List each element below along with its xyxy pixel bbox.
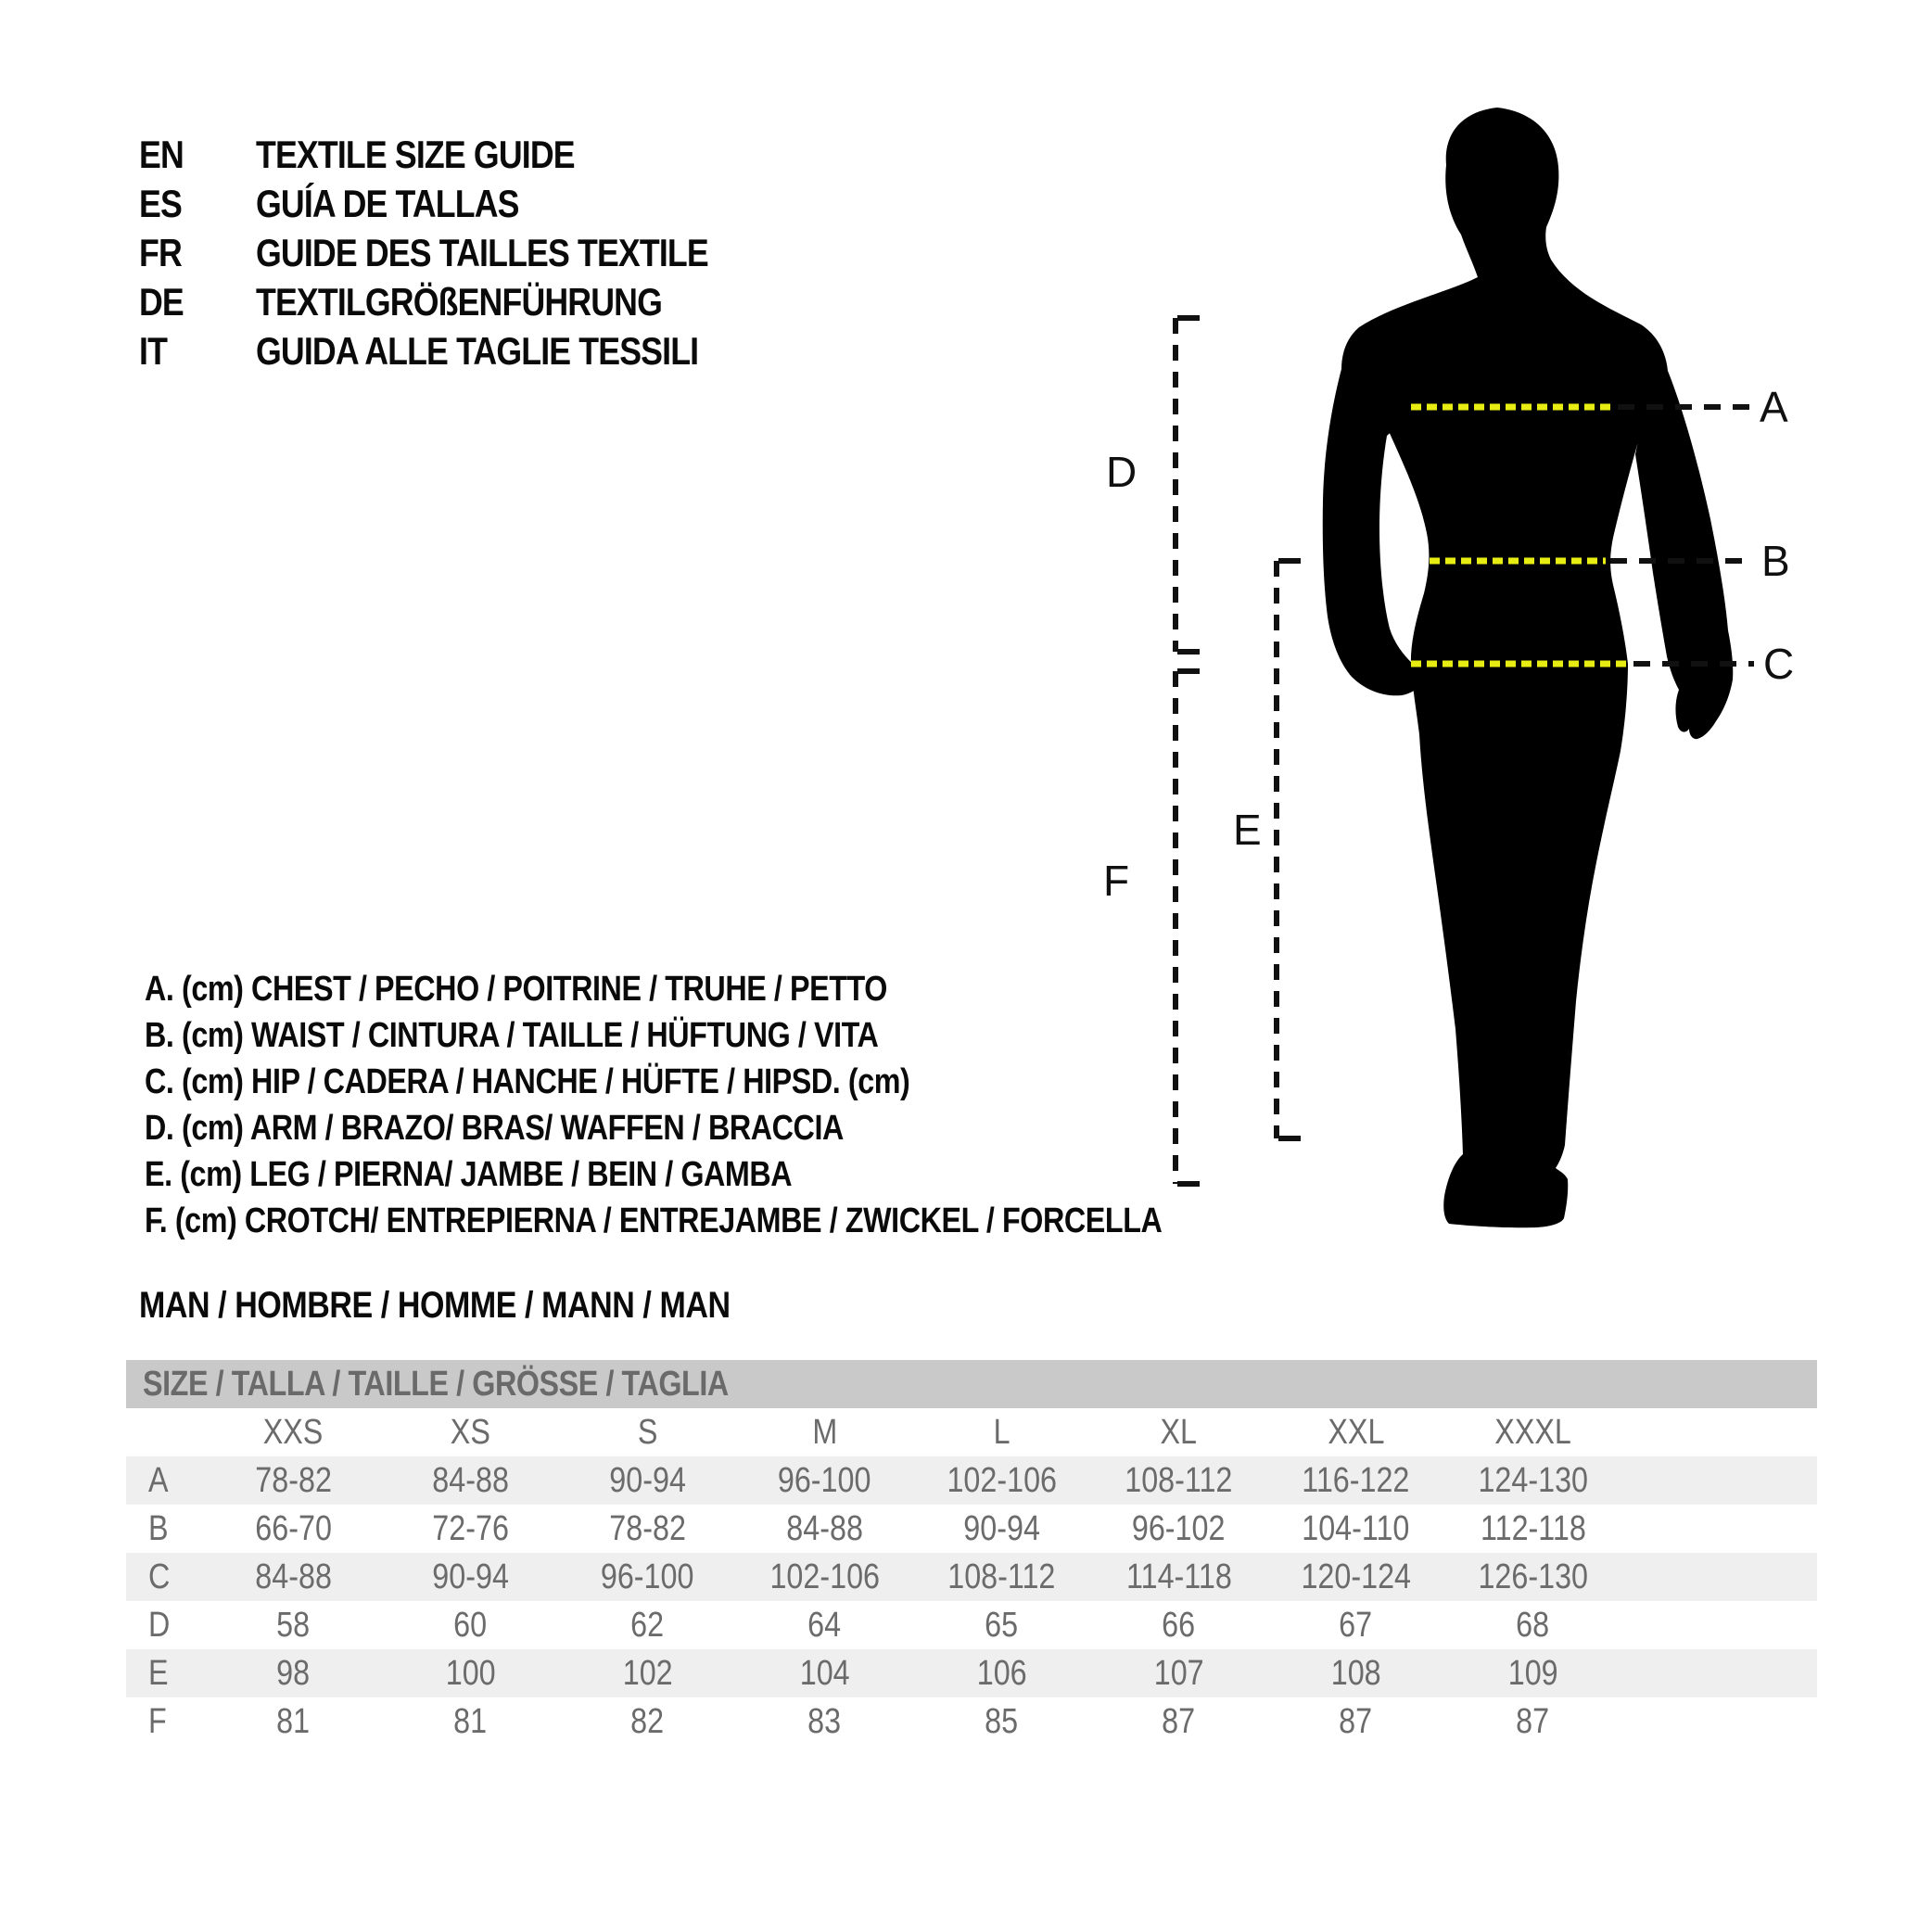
- language-code-text: IT: [139, 328, 168, 373]
- language-code-text: DE: [139, 279, 184, 324]
- size-value-text: 66-70: [255, 1508, 332, 1548]
- size-value-cell: [913, 1606, 1090, 1646]
- size-row-D: [126, 1601, 1817, 1649]
- size-value-cell: [559, 1461, 736, 1501]
- size-value-text: 64: [807, 1605, 842, 1645]
- size-value-cell: [382, 1509, 559, 1549]
- size-value-cell: [736, 1557, 913, 1597]
- size-value-cell: [205, 1557, 382, 1597]
- size-value-cell: [913, 1654, 1090, 1694]
- size-row-key-text: E: [148, 1653, 169, 1693]
- size-value-text: 108-112: [947, 1557, 1056, 1596]
- size-column-header-M: [736, 1413, 913, 1453]
- size-value-cell: [1267, 1702, 1444, 1742]
- size-column-header-text: L: [993, 1412, 1010, 1452]
- size-row-key-text: A: [148, 1460, 169, 1500]
- size-value-cell: [559, 1557, 736, 1597]
- size-row-key: [126, 1654, 205, 1694]
- size-row-key: [126, 1461, 205, 1501]
- size-value-text: 78-82: [255, 1460, 332, 1500]
- size-value-text: 104: [799, 1653, 850, 1693]
- label-leg-E: E: [1233, 806, 1262, 854]
- size-value-text: 109: [1507, 1653, 1558, 1693]
- measurement-legend-row-A: [145, 966, 1341, 1012]
- size-value-text: 102-106: [947, 1460, 1057, 1500]
- language-title-text: TEXTILE SIZE GUIDE: [256, 132, 575, 176]
- size-value-cell: [559, 1606, 736, 1646]
- size-value-text: 87: [1516, 1701, 1550, 1741]
- language-code-text: EN: [139, 132, 184, 176]
- size-value-text: 67: [1339, 1605, 1373, 1645]
- size-row-key-text: C: [148, 1557, 171, 1596]
- size-column-header-XS: [382, 1413, 559, 1453]
- man-silhouette-right-arm: [1635, 371, 1733, 739]
- language-title-text: TEXTILGRÖßENFÜHRUNG: [256, 279, 663, 324]
- size-row-A: [126, 1456, 1817, 1505]
- size-value-text: 81: [453, 1701, 488, 1741]
- size-column-header-text: M: [812, 1412, 837, 1452]
- size-value-text: 60: [453, 1605, 488, 1645]
- size-value-text: 87: [1162, 1701, 1196, 1741]
- measurement-legend-text: D. (cm) ARM / BRAZO/ BRAS/ WAFFEN / BRACCIA: [145, 1108, 844, 1148]
- size-value-cell: [736, 1654, 913, 1694]
- size-value-text: 84-88: [432, 1460, 509, 1500]
- size-value-text: 126-130: [1478, 1557, 1588, 1596]
- size-value-cell: [1090, 1702, 1267, 1742]
- size-value-text: 102: [622, 1653, 673, 1693]
- size-column-header-text: S: [637, 1412, 658, 1452]
- measurement-legend-row-E: [145, 1151, 1341, 1198]
- label-chest-A: A: [1760, 383, 1788, 431]
- measurement-legend-text: B. (cm) WAIST / CINTURA / TAILLE / HÜFTUNG / VITA: [145, 1015, 879, 1055]
- size-value-text: 104-110: [1302, 1508, 1410, 1548]
- size-value-cell: [736, 1702, 913, 1742]
- size-column-header-L: [913, 1413, 1090, 1453]
- size-value-text: 108-112: [1125, 1460, 1233, 1500]
- size-value-text: 82: [630, 1701, 665, 1741]
- size-value-text: 72-76: [432, 1508, 509, 1548]
- size-value-cell: [1267, 1606, 1444, 1646]
- size-value-text: 84-88: [255, 1557, 332, 1596]
- size-value-cell: [559, 1509, 736, 1549]
- size-value-cell: [205, 1606, 382, 1646]
- size-value-cell: [1267, 1557, 1444, 1597]
- size-value-text: 90-94: [432, 1557, 509, 1596]
- size-row-F: [126, 1697, 1817, 1746]
- language-title-text: GUIDA ALLE TAGLIE TESSILI: [256, 328, 699, 373]
- size-row-E: [126, 1649, 1817, 1697]
- size-value-cell: [205, 1461, 382, 1501]
- size-value-text: 85: [985, 1701, 1019, 1741]
- measurement-legend-row-D: [145, 1105, 1341, 1151]
- size-value-cell: [1090, 1606, 1267, 1646]
- size-value-text: 65: [985, 1605, 1019, 1645]
- size-row-B: [126, 1505, 1817, 1553]
- size-row-key-text: F: [148, 1701, 167, 1741]
- size-value-cell: [382, 1702, 559, 1742]
- size-value-cell: [1090, 1557, 1267, 1597]
- size-table-body: [126, 1456, 1817, 1746]
- size-row-key: [126, 1606, 205, 1646]
- size-value-text: 124-130: [1478, 1460, 1588, 1500]
- size-value-cell: [913, 1509, 1090, 1549]
- size-value-cell: [1444, 1509, 1621, 1549]
- size-value-cell: [1444, 1606, 1621, 1646]
- size-value-text: 81: [276, 1701, 311, 1741]
- size-value-cell: [736, 1606, 913, 1646]
- measurement-legend-text: A. (cm) CHEST / PECHO / POITRINE / TRUHE / PETTO: [145, 969, 887, 1009]
- size-column-header-XXXL: [1444, 1413, 1621, 1453]
- size-value-cell: [205, 1509, 382, 1549]
- size-value-cell: [1444, 1702, 1621, 1742]
- size-column-header-XXL: [1267, 1413, 1444, 1453]
- size-value-cell: [736, 1509, 913, 1549]
- label-hip-C: C: [1763, 640, 1795, 688]
- size-value-cell: [205, 1654, 382, 1694]
- size-value-cell: [382, 1461, 559, 1501]
- measurement-legend: [145, 966, 1341, 1244]
- size-value-cell: [913, 1461, 1090, 1501]
- size-value-text: 58: [276, 1605, 311, 1645]
- size-value-text: 84-88: [786, 1508, 863, 1548]
- size-value-cell: [382, 1654, 559, 1694]
- size-row-key-text: B: [148, 1508, 169, 1548]
- size-columns-row: [126, 1408, 1817, 1456]
- size-value-text: 116-122: [1302, 1460, 1410, 1500]
- size-value-text: 90-94: [609, 1460, 686, 1500]
- language-title-text: GUIDE DES TAILLES TEXTILE: [256, 230, 708, 274]
- size-value-text: 114-118: [1125, 1557, 1232, 1596]
- size-column-header-text: XXS: [263, 1412, 324, 1452]
- size-value-text: 83: [807, 1701, 842, 1741]
- size-value-text: 96-100: [778, 1460, 871, 1500]
- size-column-header-text: XXL: [1327, 1412, 1385, 1452]
- size-value-cell: [1090, 1461, 1267, 1501]
- language-code-text: FR: [139, 230, 182, 274]
- size-value-cell: [205, 1702, 382, 1742]
- label-arm-D: D: [1106, 448, 1138, 496]
- measurement-legend-row-C: [145, 1059, 1341, 1105]
- size-row-C: [126, 1553, 1817, 1601]
- size-value-cell: [1090, 1654, 1267, 1694]
- measurement-legend-row-F: [145, 1198, 1341, 1244]
- measurement-legend-text: F. (cm) CROTCH/ ENTREPIERNA / ENTREJAMBE / ZWICKEL / FORCELLA: [145, 1201, 1163, 1240]
- size-column-header-text: XL: [1160, 1412, 1198, 1452]
- size-column-header-text: XS: [450, 1412, 491, 1452]
- size-value-text: 96-102: [1132, 1508, 1226, 1548]
- size-value-text: 90-94: [963, 1508, 1040, 1548]
- measurement-legend-row-B: [145, 1012, 1341, 1059]
- size-row-key: [126, 1702, 205, 1742]
- size-value-cell: [1444, 1461, 1621, 1501]
- size-row-key: [126, 1557, 205, 1597]
- size-value-text: 98: [276, 1653, 311, 1693]
- size-table: [126, 1360, 1817, 1746]
- size-row-key: [126, 1509, 205, 1549]
- size-column-header-XXS: [205, 1413, 382, 1453]
- size-value-text: 102-106: [769, 1557, 880, 1596]
- size-value-cell: [1267, 1461, 1444, 1501]
- language-title-text: GUÍA DE TALLAS: [256, 181, 519, 225]
- measurement-legend-text: C. (cm) HIP / CADERA / HANCHE / HÜFTE / HIPSD. (cm): [145, 1061, 910, 1101]
- size-value-text: 68: [1516, 1605, 1550, 1645]
- category-line-text: MAN / HOMBRE / HOMME / MANN / MAN: [139, 1285, 731, 1326]
- size-value-cell: [559, 1702, 736, 1742]
- label-waist-B: B: [1761, 537, 1790, 585]
- size-value-text: 108: [1330, 1653, 1381, 1693]
- size-value-text: 112-118: [1480, 1508, 1586, 1548]
- size-value-cell: [736, 1461, 913, 1501]
- size-value-text: 120-124: [1301, 1557, 1411, 1596]
- size-value-text: 66: [1162, 1605, 1196, 1645]
- size-value-cell: [1444, 1654, 1621, 1694]
- size-table-header-text: SIZE / TALLA / TAILLE / GRÖSSE / TAGLIA: [143, 1364, 729, 1404]
- size-value-cell: [382, 1557, 559, 1597]
- size-value-text: 78-82: [609, 1508, 686, 1548]
- size-value-cell: [1444, 1557, 1621, 1597]
- category-line: [139, 1285, 834, 1327]
- size-column-header-text: XXXL: [1494, 1412, 1571, 1452]
- size-row-key-text: D: [148, 1605, 171, 1645]
- size-value-cell: [913, 1557, 1090, 1597]
- size-value-cell: [559, 1654, 736, 1694]
- size-value-cell: [382, 1606, 559, 1646]
- size-column-header-S: [559, 1413, 736, 1453]
- label-crotch-F: F: [1103, 857, 1130, 905]
- language-code-text: ES: [139, 181, 182, 225]
- size-value-cell: [913, 1702, 1090, 1742]
- size-value-cell: [1090, 1509, 1267, 1549]
- size-column-header-XL: [1090, 1413, 1267, 1453]
- size-value-text: 87: [1339, 1701, 1373, 1741]
- measurement-legend-text: E. (cm) LEG / PIERNA/ JAMBE / BEIN / GAMBA: [145, 1154, 793, 1194]
- size-value-text: 106: [976, 1653, 1027, 1693]
- size-value-cell: [1267, 1654, 1444, 1694]
- size-value-cell: [1267, 1509, 1444, 1549]
- size-value-text: 100: [445, 1653, 496, 1693]
- size-value-text: 62: [630, 1605, 665, 1645]
- size-table-header-bar: [126, 1360, 1817, 1408]
- size-value-text: 107: [1153, 1653, 1204, 1693]
- size-value-text: 96-100: [601, 1557, 694, 1596]
